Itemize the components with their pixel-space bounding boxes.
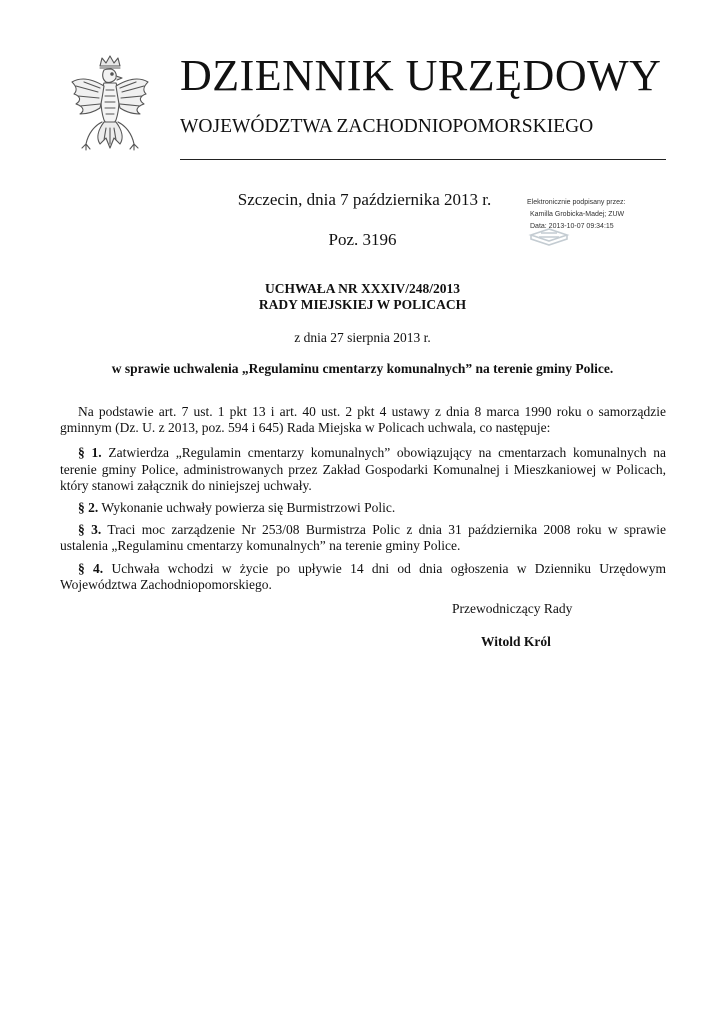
section-text: Wykonanie uchwały powierza się Burmistrzowi Polic. <box>98 500 396 516</box>
signature-mark-icon <box>527 225 647 253</box>
issue-date: Szczecin, dnia 7 października 2013 r. <box>237 190 492 209</box>
header-divider <box>180 159 666 160</box>
stamp-line-date: Data: 2013-10-07 09:34:15 <box>530 223 614 230</box>
preamble-paragraph: Na podstawie art. 7 ust. 1 pkt 13 i art. 40 ust. 2 pkt 4 ustawy z dnia 8 marca 1990 roku o samorządzie gminnym (Dz. U. z 2013, poz. 594 i 645) Rada Miejska w Policach uchwala, co następuje: <box>60 404 666 436</box>
resolution-title: UCHWAŁA NR XXXIV/248/2013 <box>264 281 460 296</box>
section-paragraph <box>60 561 666 593</box>
section-label: § 4. <box>78 560 104 576</box>
section-text: Zatwierdza „Regulamin cmentarzy komunalnych” obowiązujący na cmentarzach komunalnych na terenie gminy Police, administrowanych przez Zakład Gospodarki Komunalnej i Mieszkaniowej w Policach, który stanowi załącznik do niniejszej uchwały. <box>60 445 666 493</box>
section-label: § 2. <box>78 500 99 516</box>
resolution-date: z dnia 27 sierpnia 2013 r. <box>294 330 431 345</box>
stamp-line-signed-by: Elektronicznie podpisany przez: <box>527 199 626 206</box>
section-label: § 3. <box>78 522 102 538</box>
signatory-name: Witold Król <box>481 634 551 649</box>
resolution-issuing-body: RADY MIEJSKIEJ W POLICACH <box>258 297 467 312</box>
section-text: Traci moc zarządzenie Nr 253/08 Burmistrza Polic z dnia 31 października 2008 roku w sprawie ustalenia „Regulaminu cmentarzy komunalnych” na terenie gminy Police. <box>60 522 667 554</box>
section-paragraph <box>60 500 666 516</box>
position-number: Poz. 3196 <box>328 230 397 249</box>
section-label: § 1. <box>78 445 102 461</box>
stamp-line-signer: Kamilla Grobicka-Madej; ZUW <box>530 211 625 218</box>
journal-title: DZIENNIK URZĘDOWY <box>180 51 662 100</box>
resolution-body <box>60 404 666 599</box>
polish-eagle-emblem-icon <box>62 52 158 164</box>
resolution-subject: w sprawie uchwalenia „Regulaminu cmentarzy komunalnych” na terenie gminy Police. <box>111 361 614 376</box>
journal-subtitle: WOJEWÓDZTWA ZACHODNIOPOMORSKIEGO <box>180 116 594 137</box>
section-paragraph <box>60 445 666 494</box>
electronic-signature-stamp <box>527 197 647 257</box>
section-text: Uchwała wchodzi w życie po upływie 14 dni od dnia ogłoszenia w Dzienniku Urzędowym Województwa Zachodniopomorskiego. <box>60 560 667 592</box>
signatory-role: Przewodniczący Rady <box>452 601 573 616</box>
section-paragraph <box>60 522 666 554</box>
